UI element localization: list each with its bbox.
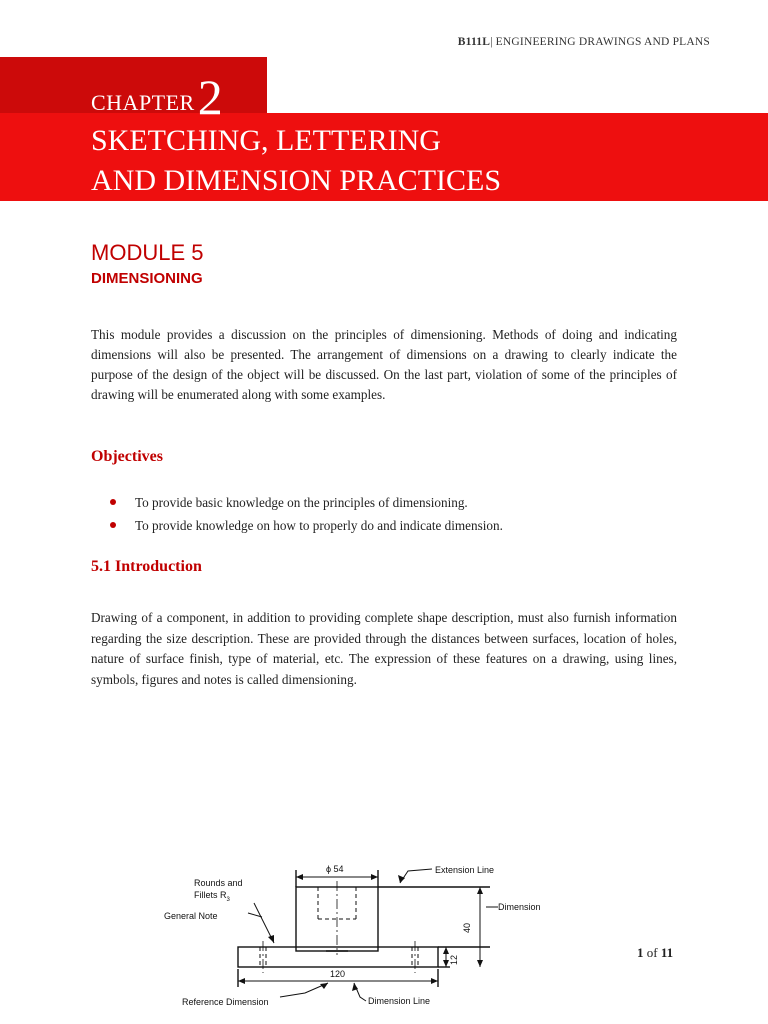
list-item xyxy=(110,514,503,537)
course-code: B111L xyxy=(457,36,491,48)
list-item xyxy=(110,491,503,514)
page-current: 1 xyxy=(637,945,644,960)
module-name: DIMENSIONING xyxy=(91,270,203,287)
page-number xyxy=(637,945,673,961)
reference-dimension-label: Reference Dimension xyxy=(182,997,269,1007)
diameter-label: ϕ 54 xyxy=(326,864,344,874)
module-intro-paragraph: This module provides a discussion on the principles of dimensioning. Methods of doing and indicating dimensions will also be presented. The arrangement of dimensions on a drawing to clearly indicate the purpose of the design of the object will be discussed. On the last part, violation of some of the principles of drawing will be enumerated along with some examples. xyxy=(91,327,677,402)
introduction-paragraph: Drawing of a component, in addition to providing complete shape description, must also furnish information regarding the size description. These are provided through the distances between surfaces, location of holes, nature of surface finish, type of material, etc. The expression of these features on a drawing, using lines, symbols, figures and notes is called dimensioning. xyxy=(91,610,677,687)
introduction-heading: 5.1 Introduction xyxy=(91,558,202,575)
height-12-label: 12 xyxy=(449,954,459,965)
objectives-heading: Objectives xyxy=(91,448,163,465)
chapter-title xyxy=(91,121,501,201)
extension-line-label: Extension Line xyxy=(435,865,495,875)
fillets-label xyxy=(194,890,231,903)
bullet-icon xyxy=(110,499,116,505)
rounds-label: Rounds and xyxy=(194,878,243,888)
base-plate-outline xyxy=(238,947,438,967)
dimension-line-label: Dimension Line xyxy=(368,996,431,1006)
bullet-icon xyxy=(110,522,116,528)
course-title: | ENGINEERING DRAWINGS AND PLANS xyxy=(490,36,710,48)
general-note-label: General Note xyxy=(164,911,218,921)
objective-text: To provide knowledge on how to properly do and indicate dimension. xyxy=(135,518,503,533)
chapter-label xyxy=(91,68,223,126)
chapter-word: CHAPTER xyxy=(91,90,195,115)
module-number: MODULE 5 xyxy=(91,240,204,265)
running-header xyxy=(458,36,710,48)
fillets-subscript: 3 xyxy=(226,897,230,903)
chapter-number: 2 xyxy=(197,69,224,125)
width-120-label: 120 xyxy=(330,969,346,979)
dimensioned-drawing-figure xyxy=(150,855,560,1024)
page-total: 11 xyxy=(660,945,674,960)
height-40-label: 40 xyxy=(462,922,472,933)
dimension-label: Dimension xyxy=(498,902,541,912)
chapter-title-line-2: AND DIMENSION PRACTICES xyxy=(91,164,502,197)
fillets-text: Fillets R xyxy=(194,890,227,900)
objectives-list xyxy=(110,491,503,537)
chapter-title-line-1: SKETCHING, LETTERING xyxy=(91,124,441,157)
objective-text: To provide basic knowledge on the principles of dimensioning. xyxy=(135,495,468,510)
page-of: of xyxy=(643,945,661,960)
